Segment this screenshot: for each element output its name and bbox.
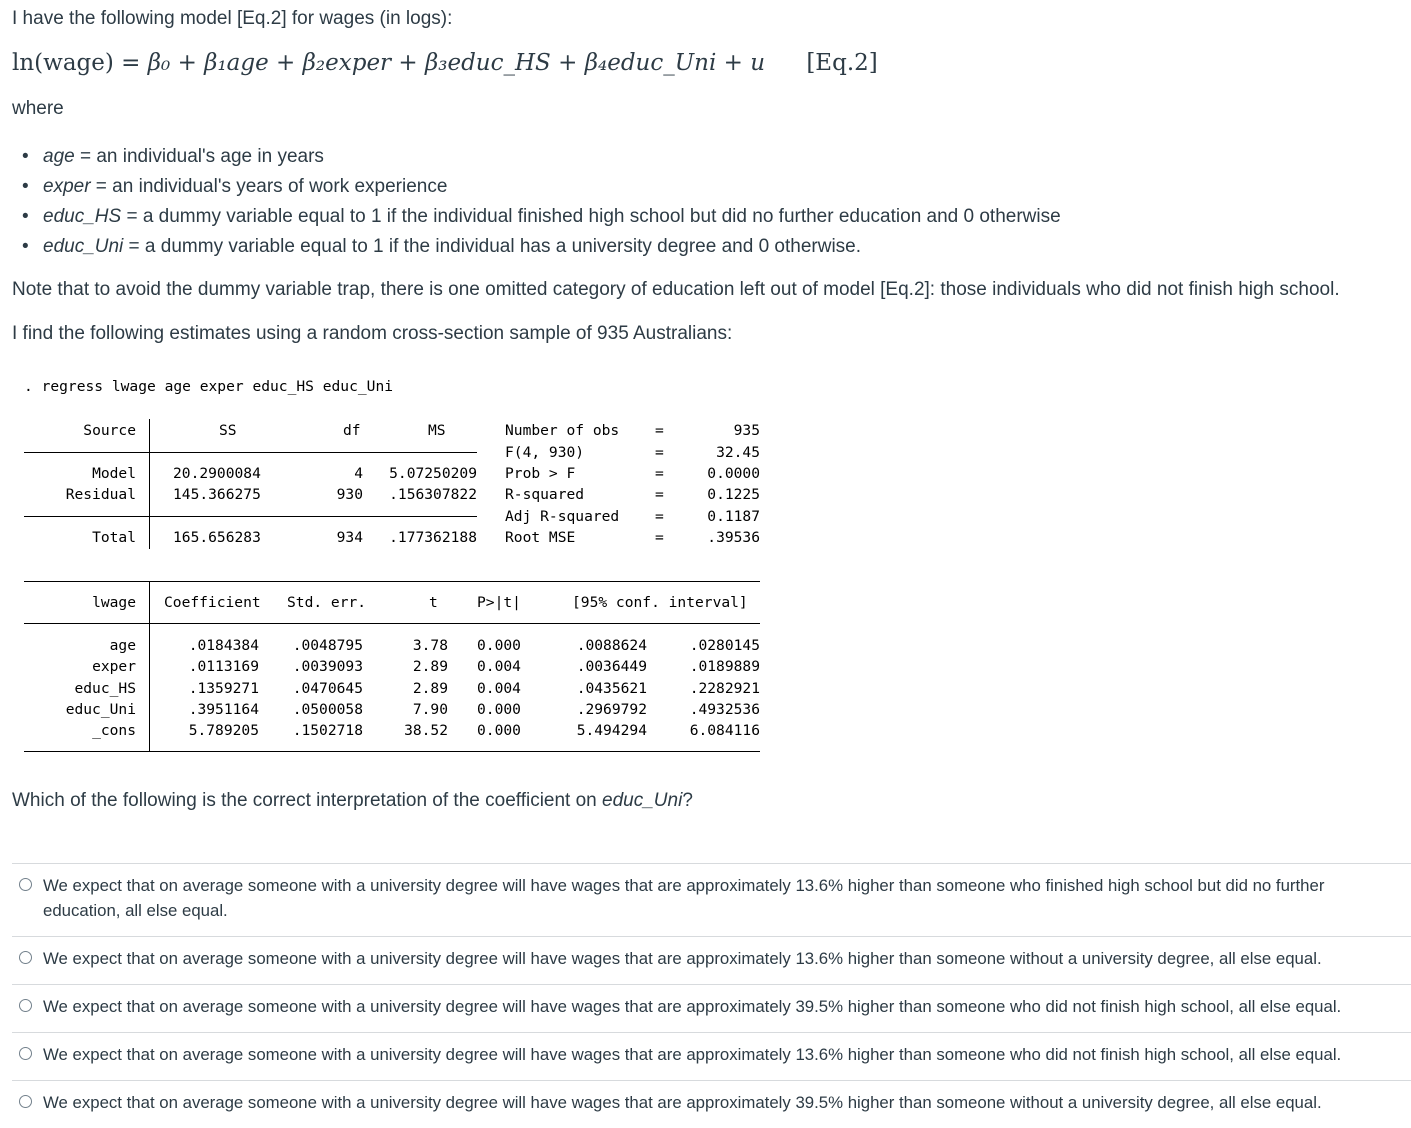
dummy-trap-note: Note that to avoid the dummy variable trap, there is one omitted category of education left out of model [Eq.2]: those individuals who did not finish high school. [12, 279, 1340, 300]
stata-command: . regress lwage age exper educ_HS educ_Uni [24, 378, 394, 395]
definition-exper [22, 173, 1061, 203]
stat-value: 32.45 [716, 444, 760, 461]
anova-row-source: Total [92, 529, 136, 546]
coef-row-var: _cons [92, 722, 136, 739]
coef-row-ci-low: .0036449 [576, 658, 647, 675]
anova-header-ss: SS [219, 422, 237, 439]
coef-row-ci-low: 5.494294 [576, 722, 647, 739]
radio-button[interactable] [19, 1095, 32, 1108]
stat-value: .39536 [707, 529, 760, 546]
coef-header-t: t [429, 594, 438, 611]
coef-row-ci-high: .0280145 [689, 637, 760, 654]
coef-row-ci-high: .0189889 [689, 658, 760, 675]
question-text [12, 790, 693, 812]
anova-row-ss: 20.2900084 [173, 465, 261, 482]
answer-option-label: We expect that on average someone with a university degree will have wages that are approximately 39.5% higher than someone who did not finish high school, all else equal. [43, 997, 1342, 1016]
definition-text: = an individual's years of work experience [90, 176, 448, 197]
definition-age [22, 143, 1061, 173]
coef-divider [24, 751, 760, 752]
stat-eq: = [655, 444, 664, 461]
definition-var: age [43, 146, 75, 167]
coef-row-ci-low: .2969792 [576, 701, 647, 718]
anova-header-source: Source [83, 422, 136, 439]
variable-definitions [22, 143, 1061, 263]
anova-row-ms: .156307822 [389, 486, 477, 503]
stat-value: 0.1225 [707, 486, 760, 503]
stat-label: Adj R-squared [505, 508, 620, 525]
coef-row-coef: .1359271 [188, 680, 259, 697]
definition-educ-hs [22, 203, 1061, 233]
coef-divider [24, 623, 760, 624]
coef-row-p: 0.000 [477, 637, 521, 654]
coef-row-coef: .3951164 [188, 701, 259, 718]
anova-row-source: Residual [65, 486, 136, 503]
definition-var: exper [43, 176, 91, 197]
coef-header-p: P>|t| [477, 594, 521, 611]
answer-option-label: We expect that on average someone with a university degree will have wages that are approximately 39.5% higher than someone without a university degree, all else equal. [43, 1093, 1322, 1112]
definition-text: = a dummy variable equal to 1 if the individual has a university degree and 0 otherwise. [123, 236, 862, 257]
coef-row-se: .0500058 [292, 701, 363, 718]
coef-row-t: 7.90 [412, 701, 448, 718]
anova-row-ms: .177362188 [389, 529, 477, 546]
definition-var: educ_HS [43, 206, 122, 227]
stat-eq: = [655, 422, 664, 439]
coef-row-se: .0470645 [292, 680, 363, 697]
coef-header-se: Std. err. [287, 594, 367, 611]
intro-text: I have the following model [Eq.2] for wages (in logs): [12, 8, 453, 29]
stat-value: 0.0000 [707, 465, 760, 482]
coef-row-t: 38.52 [404, 722, 448, 739]
stat-eq: = [655, 508, 664, 525]
answer-option[interactable] [12, 863, 1411, 936]
anova-header-ms: MS [428, 422, 446, 439]
coef-row-ci-high: 6.084116 [689, 722, 760, 739]
coef-row-var: exper [92, 658, 136, 675]
stat-eq: = [655, 465, 664, 482]
coef-divider [24, 581, 760, 582]
coef-row-ci-high: .4932536 [689, 701, 760, 718]
coef-row-t: 2.89 [412, 658, 448, 675]
coef-row-coef: 5.789205 [188, 722, 259, 739]
answer-option[interactable] [12, 1080, 1411, 1128]
stat-label: Number of obs [505, 422, 620, 439]
stat-eq: = [655, 486, 664, 503]
stat-label: Root MSE [505, 529, 576, 546]
coef-row-ci-high: .2282921 [689, 680, 760, 697]
coef-row-p: 0.000 [477, 722, 521, 739]
anova-row-source: Model [92, 465, 136, 482]
equation-rhs: = β₀ + β₁age + β₂exper + β₃educ_HS + β₄educ_Uni + u [121, 50, 766, 76]
coef-row-p: 0.004 [477, 658, 521, 675]
definition-educ-uni [22, 233, 1061, 263]
coef-row-se: .1502718 [292, 722, 363, 739]
anova-row-ss: 145.366275 [173, 486, 261, 503]
definition-text: = an individual's age in years [74, 146, 324, 167]
answer-options [12, 863, 1411, 1128]
coef-row-var: educ_Uni [65, 701, 136, 718]
radio-button[interactable] [19, 878, 32, 891]
stat-label: F(4, 930) [505, 444, 585, 461]
anova-column-divider [149, 419, 150, 549]
definition-var: educ_Uni [43, 236, 124, 257]
model-equation [12, 50, 878, 76]
coef-row-t: 3.78 [412, 637, 448, 654]
coef-row-p: 0.000 [477, 701, 521, 718]
coef-row-coef: .0113169 [188, 658, 259, 675]
radio-button[interactable] [19, 999, 32, 1012]
equation-tag: [Eq.2] [806, 50, 878, 76]
anova-row-df: 930 [336, 486, 363, 503]
question-var: educ_Uni [602, 790, 683, 811]
coef-row-ci-low: .0088624 [576, 637, 647, 654]
stat-label: R-squared [505, 486, 585, 503]
stat-value: 935 [733, 422, 760, 439]
anova-row-df: 4 [354, 465, 363, 482]
anova-header-df: df [343, 422, 361, 439]
stat-value: 0.1187 [707, 508, 760, 525]
question-suffix: ? [682, 790, 693, 811]
coef-row-var: educ_HS [74, 680, 136, 697]
radio-button[interactable] [19, 951, 32, 964]
coef-header-var: lwage [92, 594, 136, 611]
answer-option-label: We expect that on average someone with a university degree will have wages that are approximately 13.6% higher than someone without a university degree, all else equal. [43, 949, 1322, 968]
coef-row-t: 2.89 [412, 680, 448, 697]
answer-option[interactable] [12, 984, 1411, 1032]
where-label: where [12, 98, 64, 119]
definition-text: = a dummy variable equal to 1 if the individual finished high school but did no further education and 0 otherwise [121, 206, 1061, 227]
coef-header-ci: [95% conf. interval] [572, 594, 748, 611]
anova-divider [24, 516, 477, 517]
anova-row-ss: 165.656283 [173, 529, 261, 546]
answer-option-label: We expect that on average someone with a university degree will have wages that are approximately 13.6% higher than someone who finished high school but did no further education, all else equal. [43, 876, 1325, 920]
coef-row-se: .0039093 [292, 658, 363, 675]
coef-header-coef: Coefficient [164, 594, 261, 611]
answer-option[interactable] [12, 1032, 1411, 1080]
sample-text: I find the following estimates using a random cross-section sample of 935 Australians: [12, 323, 733, 344]
anova-row-df: 934 [336, 529, 363, 546]
stat-label: Prob > F [505, 465, 576, 482]
equation-lhs: ln(wage) [12, 50, 114, 76]
coef-row-se: .0048795 [292, 637, 363, 654]
coef-row-ci-low: .0435621 [576, 680, 647, 697]
anova-row-ms: 5.07250209 [389, 465, 477, 482]
radio-button[interactable] [19, 1047, 32, 1060]
coef-row-p: 0.004 [477, 680, 521, 697]
answer-option-label: We expect that on average someone with a university degree will have wages that are approximately 13.6% higher than someone who did not finish high school, all else equal. [43, 1045, 1342, 1064]
question-prefix: Which of the following is the correct interpretation of the coefficient on [12, 790, 603, 811]
coef-row-coef: .0184384 [188, 637, 259, 654]
coef-row-var: age [109, 637, 136, 654]
stat-eq: = [655, 529, 664, 546]
anova-divider [24, 452, 477, 453]
coef-column-divider [149, 581, 150, 752]
answer-option[interactable] [12, 936, 1411, 984]
